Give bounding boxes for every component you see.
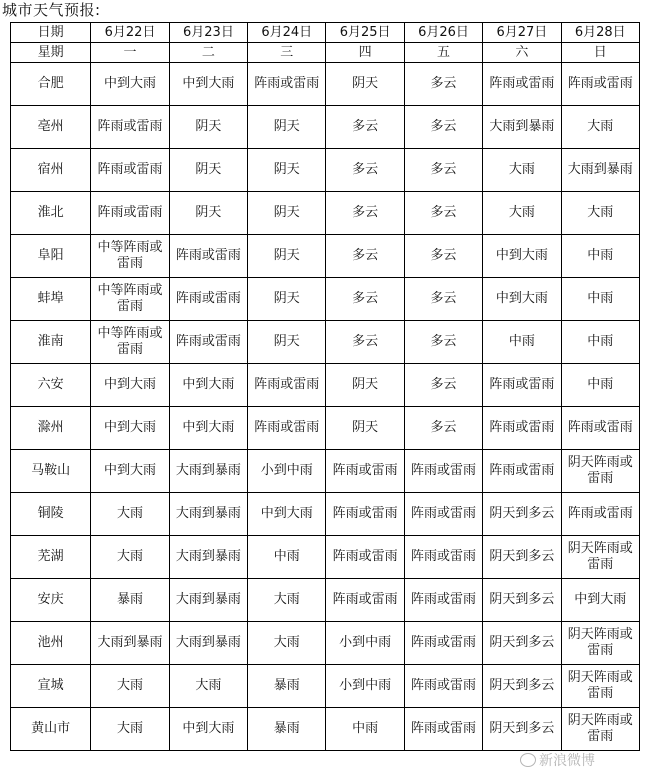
forecast-cell: 中雨 <box>561 278 639 321</box>
forecast-cell: 阵雨或雷雨 <box>404 450 482 493</box>
forecast-cell: 中雨 <box>561 321 639 364</box>
forecast-cell: 中等阵雨或雷雨 <box>91 235 169 278</box>
table-row <box>11 665 640 708</box>
forecast-cell: 多云 <box>404 321 482 364</box>
table-row <box>11 63 640 106</box>
forecast-cell: 阵雨或雷雨 <box>404 536 482 579</box>
forecast-cell: 中到大雨 <box>91 407 169 450</box>
date-cell: 6月23日 <box>169 23 247 43</box>
date-cell: 6月27日 <box>483 23 561 43</box>
forecast-cell: 阵雨或雷雨 <box>483 407 561 450</box>
forecast-cell: 多云 <box>404 278 482 321</box>
forecast-cell: 阵雨或雷雨 <box>561 407 639 450</box>
city-name-cell: 黄山市 <box>11 708 91 751</box>
forecast-cell: 中到大雨 <box>483 278 561 321</box>
forecast-cell: 小到中雨 <box>326 622 404 665</box>
forecast-cell: 多云 <box>404 106 482 149</box>
forecast-cell: 大雨到暴雨 <box>169 536 247 579</box>
city-rows <box>11 63 640 751</box>
forecast-cell: 阵雨或雷雨 <box>248 407 326 450</box>
forecast-cell: 阵雨或雷雨 <box>169 235 247 278</box>
forecast-cell: 中到大雨 <box>169 708 247 751</box>
forecast-cell: 阵雨或雷雨 <box>483 450 561 493</box>
forecast-cell: 大雨到暴雨 <box>91 622 169 665</box>
forecast-cell: 大雨 <box>91 708 169 751</box>
forecast-cell: 多云 <box>326 106 404 149</box>
forecast-cell: 阵雨或雷雨 <box>248 364 326 407</box>
forecast-cell: 中雨 <box>483 321 561 364</box>
forecast-cell: 中雨 <box>561 364 639 407</box>
forecast-cell: 阵雨或雷雨 <box>404 493 482 536</box>
table-row <box>11 493 640 536</box>
forecast-cell: 大雨到暴雨 <box>169 622 247 665</box>
forecast-cell: 阴天 <box>169 149 247 192</box>
city-name-cell: 六安 <box>11 364 91 407</box>
city-name-cell: 合肥 <box>11 63 91 106</box>
forecast-cell: 大雨到暴雨 <box>169 450 247 493</box>
forecast-cell: 阵雨或雷雨 <box>91 106 169 149</box>
city-name-cell: 宣城 <box>11 665 91 708</box>
forecast-cell: 阴天阵雨或雷雨 <box>561 536 639 579</box>
forecast-cell: 阵雨或雷雨 <box>483 63 561 106</box>
forecast-cell: 阴天 <box>248 192 326 235</box>
forecast-cell: 多云 <box>326 235 404 278</box>
watermark-text: 新浪微博 <box>539 753 595 769</box>
forecast-cell: 多云 <box>326 192 404 235</box>
forecast-cell: 阵雨或雷雨 <box>91 192 169 235</box>
weibo-logo-icon <box>520 753 536 767</box>
date-cell: 6月24日 <box>248 23 326 43</box>
forecast-cell: 阴天 <box>248 149 326 192</box>
forecast-cell: 阵雨或雷雨 <box>404 665 482 708</box>
forecast-cell: 阴天 <box>248 106 326 149</box>
city-name-cell: 马鞍山 <box>11 450 91 493</box>
forecast-cell: 大雨 <box>91 665 169 708</box>
forecast-cell: 多云 <box>404 63 482 106</box>
forecast-cell: 多云 <box>326 278 404 321</box>
forecast-cell: 阴天阵雨或雷雨 <box>561 665 639 708</box>
forecast-cell: 大雨 <box>483 149 561 192</box>
forecast-cell: 中雨 <box>326 708 404 751</box>
forecast-cell: 阴天 <box>326 407 404 450</box>
forecast-cell: 多云 <box>404 364 482 407</box>
forecast-cell: 大雨 <box>561 106 639 149</box>
table-row <box>11 579 640 622</box>
forecast-cell: 大雨到暴雨 <box>169 493 247 536</box>
table-row <box>11 536 640 579</box>
table-row <box>11 364 640 407</box>
forecast-cell: 阵雨或雷雨 <box>326 579 404 622</box>
forecast-cell: 大雨到暴雨 <box>483 106 561 149</box>
forecast-cell: 中到大雨 <box>248 493 326 536</box>
forecast-cell: 阵雨或雷雨 <box>561 493 639 536</box>
forecast-cell: 阴天到多云 <box>483 622 561 665</box>
forecast-cell: 大雨 <box>248 579 326 622</box>
table-row <box>11 622 640 665</box>
forecast-cell: 阴天 <box>248 278 326 321</box>
forecast-cell: 大雨 <box>483 192 561 235</box>
forecast-cell: 阵雨或雷雨 <box>483 364 561 407</box>
forecast-cell: 中到大雨 <box>91 450 169 493</box>
forecast-cell: 大雨到暴雨 <box>561 149 639 192</box>
table-row <box>11 235 640 278</box>
forecast-cell: 大雨 <box>248 622 326 665</box>
weekday-cell: 一 <box>91 43 169 63</box>
forecast-cell: 大雨 <box>91 493 169 536</box>
forecast-cell: 阵雨或雷雨 <box>404 708 482 751</box>
city-name-cell: 安庆 <box>11 579 91 622</box>
forecast-cell: 阴天 <box>248 235 326 278</box>
forecast-cell: 中到大雨 <box>91 364 169 407</box>
forecast-cell: 阵雨或雷雨 <box>169 278 247 321</box>
forecast-cell: 中等阵雨或雷雨 <box>91 321 169 364</box>
weekday-cell: 三 <box>248 43 326 63</box>
city-name-cell: 铜陵 <box>11 493 91 536</box>
forecast-cell: 多云 <box>404 192 482 235</box>
forecast-cell: 中到大雨 <box>561 579 639 622</box>
page-title: 城市天气预报: <box>2 1 101 19</box>
forecast-cell: 阵雨或雷雨 <box>404 579 482 622</box>
forecast-cell: 阴天阵雨或雷雨 <box>561 622 639 665</box>
city-name-cell: 淮南 <box>11 321 91 364</box>
forecast-cell: 阴天到多云 <box>483 493 561 536</box>
weekday-label-cell: 星期 <box>11 43 91 63</box>
table-row <box>11 407 640 450</box>
table-row <box>11 450 640 493</box>
forecast-cell: 阵雨或雷雨 <box>561 63 639 106</box>
city-name-cell: 芜湖 <box>11 536 91 579</box>
weibo-watermark <box>520 752 595 770</box>
forecast-cell: 阵雨或雷雨 <box>404 622 482 665</box>
city-name-cell: 滁州 <box>11 407 91 450</box>
date-cell: 6月25日 <box>326 23 404 43</box>
forecast-cell: 多云 <box>404 407 482 450</box>
weekday-cell: 六 <box>483 43 561 63</box>
forecast-cell: 阵雨或雷雨 <box>326 493 404 536</box>
forecast-cell: 中到大雨 <box>169 63 247 106</box>
forecast-cell: 阴天阵雨或雷雨 <box>561 708 639 751</box>
weekday-cell: 五 <box>404 43 482 63</box>
weekday-cell: 四 <box>326 43 404 63</box>
forecast-cell: 大雨到暴雨 <box>169 579 247 622</box>
forecast-cell: 中到大雨 <box>169 407 247 450</box>
forecast-cell: 阴天到多云 <box>483 579 561 622</box>
weekday-cell: 日 <box>561 43 639 63</box>
forecast-cell: 暴雨 <box>248 665 326 708</box>
forecast-cell: 大雨 <box>91 536 169 579</box>
forecast-cell: 阵雨或雷雨 <box>169 321 247 364</box>
city-name-cell: 阜阳 <box>11 235 91 278</box>
table-row <box>11 321 640 364</box>
forecast-cell: 阴天到多云 <box>483 536 561 579</box>
forecast-cell: 阵雨或雷雨 <box>91 149 169 192</box>
forecast-cell: 多云 <box>404 149 482 192</box>
weekday-header-row <box>11 43 640 63</box>
forecast-cell: 大雨 <box>561 192 639 235</box>
date-header-row <box>11 23 640 43</box>
forecast-cell: 阵雨或雷雨 <box>326 536 404 579</box>
forecast-cell: 小到中雨 <box>326 665 404 708</box>
forecast-cell: 大雨 <box>169 665 247 708</box>
forecast-cell: 多云 <box>326 149 404 192</box>
forecast-cell: 暴雨 <box>91 579 169 622</box>
forecast-cell: 阴天 <box>248 321 326 364</box>
city-name-cell: 淮北 <box>11 192 91 235</box>
forecast-cell: 中到大雨 <box>483 235 561 278</box>
forecast-cell: 中等阵雨或雷雨 <box>91 278 169 321</box>
date-label-cell: 日期 <box>11 23 91 43</box>
forecast-cell: 中雨 <box>248 536 326 579</box>
city-name-cell: 池州 <box>11 622 91 665</box>
forecast-cell: 中到大雨 <box>91 63 169 106</box>
forecast-cell: 中到大雨 <box>169 364 247 407</box>
city-name-cell: 宿州 <box>11 149 91 192</box>
date-cell: 6月26日 <box>404 23 482 43</box>
date-cell: 6月22日 <box>91 23 169 43</box>
forecast-table <box>10 22 640 751</box>
table-row <box>11 278 640 321</box>
weekday-cell: 二 <box>169 43 247 63</box>
forecast-cell: 阴天到多云 <box>483 665 561 708</box>
forecast-cell: 阵雨或雷雨 <box>248 63 326 106</box>
city-name-cell: 亳州 <box>11 106 91 149</box>
city-name-cell: 蚌埠 <box>11 278 91 321</box>
forecast-cell: 阴天 <box>326 63 404 106</box>
forecast-cell: 多云 <box>404 235 482 278</box>
forecast-cell: 小到中雨 <box>248 450 326 493</box>
table-row <box>11 106 640 149</box>
table-row <box>11 149 640 192</box>
date-cell: 6月28日 <box>561 23 639 43</box>
forecast-cell: 阴天 <box>169 192 247 235</box>
forecast-cell: 阵雨或雷雨 <box>326 450 404 493</box>
forecast-cell: 暴雨 <box>248 708 326 751</box>
forecast-cell: 多云 <box>326 321 404 364</box>
forecast-cell: 阴天阵雨或雷雨 <box>561 450 639 493</box>
table-row <box>11 708 640 751</box>
table-row <box>11 192 640 235</box>
forecast-cell: 阴天 <box>326 364 404 407</box>
forecast-cell: 阴天到多云 <box>483 708 561 751</box>
forecast-cell: 阴天 <box>169 106 247 149</box>
forecast-cell: 中雨 <box>561 235 639 278</box>
